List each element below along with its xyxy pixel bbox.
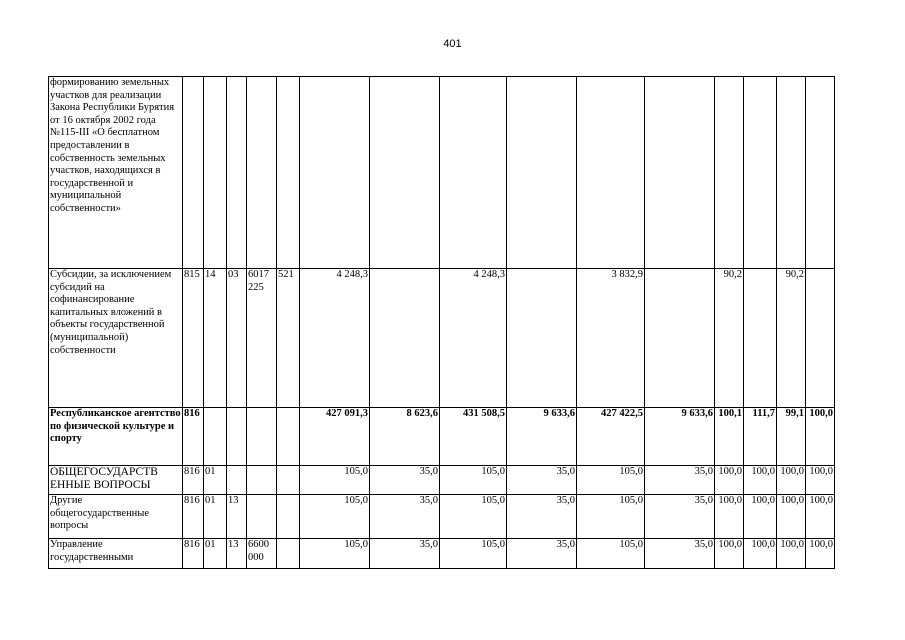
percent-1: 100,1 (715, 408, 744, 466)
code-target (247, 408, 277, 466)
value-2 (370, 77, 440, 269)
value-4: 35,0 (507, 495, 577, 539)
code-section: 14 (204, 269, 227, 408)
code-subsection: 13 (227, 539, 247, 569)
code-subsection (227, 77, 247, 269)
code-expense-type: 521 (277, 269, 300, 408)
value-4 (507, 269, 577, 408)
value-4 (507, 77, 577, 269)
code-target: 6017 225 (247, 269, 277, 408)
row-name: ОБЩЕГОСУДАРСТВ ЕННЫЕ ВОПРОСЫ (49, 466, 183, 495)
value-6: 35,0 (645, 539, 715, 569)
percent-3: 100,0 (777, 466, 806, 495)
code-target: 6600 000 (247, 539, 277, 569)
percent-4: 100,0 (806, 539, 835, 569)
percent-4: 100,0 (806, 408, 835, 466)
percent-1: 100,0 (715, 495, 744, 539)
row-name: формированию земельных участков для реализации Закона Республики Бурятия от 16 октября 2002 года №115-III «О бесплатном предоставлении в собственность земельных участков, находящихся в государственной и муниципальной собственности» (49, 77, 183, 269)
code-target (247, 77, 277, 269)
code-expense-type (277, 539, 300, 569)
value-5 (577, 77, 645, 269)
table-row (49, 539, 835, 569)
percent-3: 99,1 (777, 408, 806, 466)
value-3: 105,0 (440, 539, 507, 569)
value-1: 105,0 (300, 466, 370, 495)
percent-3 (777, 77, 806, 269)
value-3: 431 508,5 (440, 408, 507, 466)
code-admin: 816 (183, 408, 204, 466)
percent-1: 100,0 (715, 466, 744, 495)
percent-1 (715, 77, 744, 269)
percent-1: 90,2 (715, 269, 744, 408)
percent-4: 100,0 (806, 466, 835, 495)
percent-4 (806, 269, 835, 408)
percent-2: 100,0 (744, 539, 777, 569)
value-5: 105,0 (577, 539, 645, 569)
code-admin: 816 (183, 466, 204, 495)
value-1 (300, 77, 370, 269)
table-row (49, 269, 835, 408)
code-subsection: 03 (227, 269, 247, 408)
table-row (49, 495, 835, 539)
value-3: 105,0 (440, 466, 507, 495)
code-target (247, 466, 277, 495)
code-expense-type (277, 466, 300, 495)
value-1: 4 248,3 (300, 269, 370, 408)
code-admin: 816 (183, 539, 204, 569)
value-6 (645, 77, 715, 269)
percent-4 (806, 77, 835, 269)
code-subsection (227, 466, 247, 495)
value-5: 3 832,9 (577, 269, 645, 408)
table-row (49, 408, 835, 466)
page-number: 401 (443, 38, 462, 50)
code-section (204, 408, 227, 466)
value-6 (645, 269, 715, 408)
value-4: 35,0 (507, 539, 577, 569)
percent-1: 100,0 (715, 539, 744, 569)
value-4: 35,0 (507, 466, 577, 495)
row-name: Другие общегосударственные вопросы (49, 495, 183, 539)
table-row (49, 466, 835, 495)
percent-2: 100,0 (744, 466, 777, 495)
budget-table (48, 76, 835, 569)
value-1: 105,0 (300, 495, 370, 539)
percent-4: 100,0 (806, 495, 835, 539)
value-5: 105,0 (577, 466, 645, 495)
percent-3: 100,0 (777, 539, 806, 569)
table-row (49, 77, 835, 269)
percent-3: 100,0 (777, 495, 806, 539)
row-name: Республиканское агентство по физической культуре и спорту (49, 408, 183, 466)
code-expense-type (277, 408, 300, 466)
value-2: 35,0 (370, 539, 440, 569)
code-expense-type (277, 77, 300, 269)
code-target (247, 495, 277, 539)
value-4: 9 633,6 (507, 408, 577, 466)
row-name: Субсидии, за исключением субсидий на софинансирование капитальных вложений в объекты государственной (муниципальной) собственности (49, 269, 183, 408)
value-2: 35,0 (370, 495, 440, 539)
code-section (204, 77, 227, 269)
percent-2 (744, 77, 777, 269)
value-5: 427 422,5 (577, 408, 645, 466)
value-2 (370, 269, 440, 408)
row-name: Управление государственными (49, 539, 183, 569)
value-6: 35,0 (645, 495, 715, 539)
value-2: 35,0 (370, 466, 440, 495)
value-2: 8 623,6 (370, 408, 440, 466)
code-subsection: 13 (227, 495, 247, 539)
value-6: 9 633,6 (645, 408, 715, 466)
code-subsection (227, 408, 247, 466)
code-section: 01 (204, 466, 227, 495)
code-admin: 815 (183, 269, 204, 408)
value-1: 105,0 (300, 539, 370, 569)
value-3: 105,0 (440, 495, 507, 539)
code-admin (183, 77, 204, 269)
value-6: 35,0 (645, 466, 715, 495)
percent-2: 111,7 (744, 408, 777, 466)
percent-2 (744, 269, 777, 408)
code-section: 01 (204, 495, 227, 539)
code-expense-type (277, 495, 300, 539)
percent-2: 100,0 (744, 495, 777, 539)
value-3: 4 248,3 (440, 269, 507, 408)
code-admin: 816 (183, 495, 204, 539)
code-section: 01 (204, 539, 227, 569)
value-5: 105,0 (577, 495, 645, 539)
percent-3: 90,2 (777, 269, 806, 408)
value-3 (440, 77, 507, 269)
value-1: 427 091,3 (300, 408, 370, 466)
